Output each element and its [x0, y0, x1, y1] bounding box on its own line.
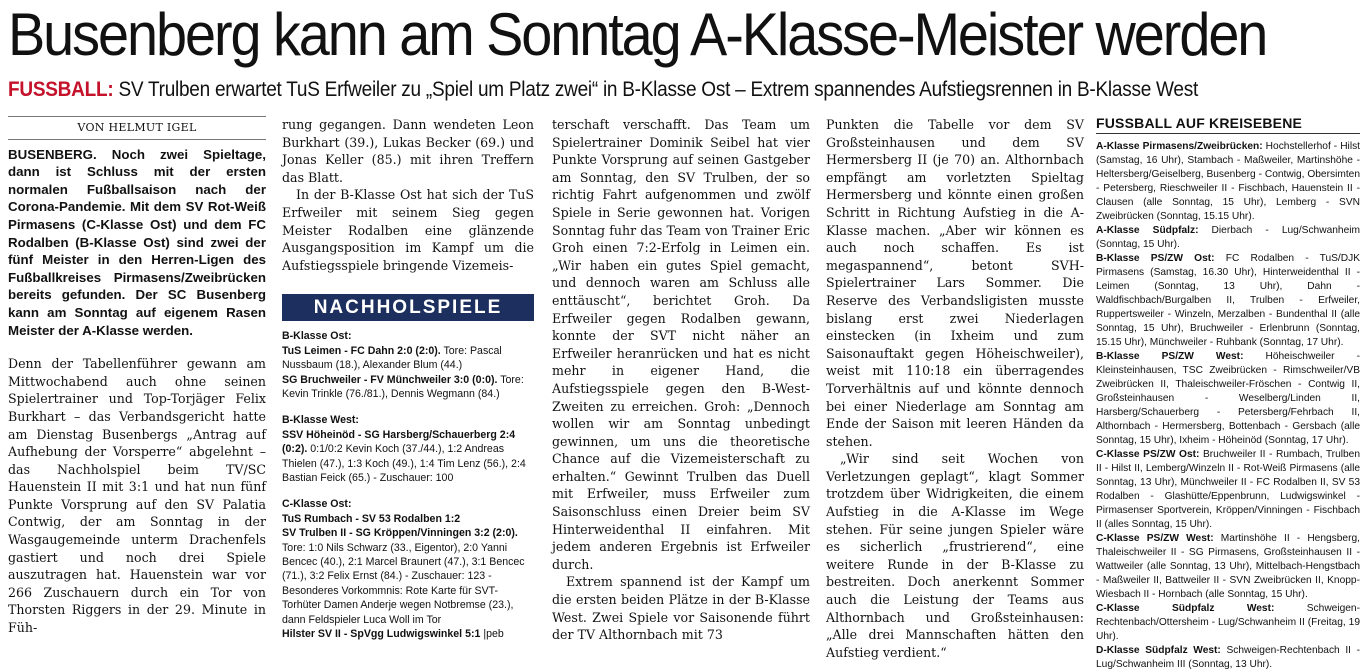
fixture-entry: C-Klasse PS/ZW West: Martinshöhe II - Hengsberg, Thaleischweiler II - SG Pirmasens, Großsteinhausen II - Wattweiler (alle Sonntag, 13 Uhr), Mittelbach-Hengstbach - Maßweiler II, Battweiler II - SVN Zweibrücken II, Knopp-Wiesbach II - Hornbach (alle Sonntag, 15 Uhr).	[1096, 533, 1360, 600]
result-line: SG Bruchweiler - FV Münchweiler 3:0 (0:0). Tore: Kevin Trinkle (76./81.), Dennis Wegmann (84.)	[282, 373, 524, 400]
fixture-entry: B-Klasse PS/ZW West: Höheischweiler - Kleinsteinhausen, TSC Zweibrücken - Rimschweiler/VB Zweibrücken II, Thaleischweiler-Fröschen - Contwig II, Großsteinhausen - Weselberg/Linden II, Harsberg/Schauerberg - Petersberg/Fehrbach II, Althornbach - Hermersberg, Bottenbach - Gersbach (alle Sonntag, 15 Uhr), Ixheim - Höheinöd (Sonntag, 17 Uhr).	[1096, 351, 1360, 446]
sidebar-title: FUSSBALL AUF KREISEBENE	[1096, 116, 1360, 134]
results-group	[282, 497, 534, 641]
results-group	[282, 413, 534, 485]
article-column-4	[826, 116, 1084, 661]
byline: VON HELMUT IGEL	[8, 116, 266, 140]
article-column-1	[8, 116, 266, 637]
fixture-entry: D-Klasse Südpfalz West: Schweigen-Rechtenbach II - Lug/Schwanheim III (Sonntag, 13 Uhr).	[1096, 645, 1360, 670]
result-line: Hilster SV II - SpVgg Ludwigswinkel 5:1 |peb	[282, 628, 504, 641]
body-paragraph: terschaft verschafft. Das Team um Spielertrainer Dominik Seibel hat vier Punkte Vorsprung auf seinen Gastgeber am Sonntag, den SV Trulben, der so richtig Fahrt aufgenommen und zwölf Spiele in Serie gewonnen hat. Vorigen Sonntag fuhr das Team von Trainer Eric Groh einen 7:2-Erfolg in Leimen ein. „Wir haben ein gutes Spiel gemacht, und dennoch waren am Schluss alle enttäuscht“, berichtet Groh. Da Erfweiler gegen Rodalben gewann, konnte der SVT nicht näher an Erfweiler heranrücken und hat es nicht mehr in eigener Hand, die Aufstiegsspiele gegen den B-West-Zweiten zu erreichen. Groh: „Dennoch wollen wir am Sonntag unbedingt gewinnen, um uns die theoretische Chance auf die Vizemeisterschaft zu erhalten.“ Gewinnt Trulben das Duell mit Erfweiler, muss Erfweiler zum Saisonschluss einen Dreier beim SV Hinterweidenthal II einfahren. Mit jedem anderen Ergebnis ist Erfweiler durch.	[552, 117, 810, 572]
results-group	[282, 329, 534, 401]
fixture-entry: C-Klasse PS/ZW Ost: Bruchweiler II - Rumbach, Trulben II - Hilst II, Lemberg/Winzeln II - Rot-Weiß Pirmasens (alle Sonntag, 13 Uhr), Münchweiler II - FC Rodalben II, SV 53 Rodalben - Glashütte/Eppenbrunn, Ludwigswinkel - Pirmasenser Sportverein, Kröppen/Vinningen - Fischbach II (alles Sonntag, 15 Uhr).	[1096, 449, 1360, 530]
result-line: SV Trulben II - SG Kröppen/Vinningen 3:2 (2:0). Tore: 1:0 Nils Schwarz (33., Eigentor), 2:0 Yanni Bencec (40.), 2:1 Marcel Braunert (47.), 3:1 Bencec (71.), 3:2 Felix Ernst (84.) - Zuschauer: 123 - Besonderes Vorkommnis: Rote Karte für SVT-Torhüter Damen Anderje wegen Notbremse (23.), dann Feldspieler Luca Woll im Tor	[282, 527, 525, 626]
league-label: B-Klasse West:	[282, 414, 359, 427]
result-line: TuS Rumbach - SV 53 Rodalben 1:2	[282, 512, 461, 525]
subline	[8, 76, 1198, 102]
result-line: SSV Höheinöd - SG Harsberg/Schauerberg 2:4 (0:2). 0:1/0:2 Kevin Koch (37./44.), 1:2 Andreas Thielen (47.), 1:3 Koch (49.), 1:4 Tim Lenz (56.), 2:4 Bastian Feick (65.) - Zuschauer: 100	[282, 428, 526, 484]
result-line: TuS Leimen - FC Dahn 2:0 (2:0). Tore: Pascal Nussbaum (18.), Alexander Blum (44.)	[282, 344, 502, 372]
fixture-entry: C-Klasse Südpfalz West: Schweigen-Rechtenbach/Ottersheim - Lug/Schwanheim II (Freitag, 19 Uhr).	[1096, 603, 1360, 642]
article-column-2	[282, 116, 534, 641]
league-label: C-Klasse Ost:	[282, 498, 352, 511]
body-paragraph: In der B-Klasse Ost hat sich der TuS Erfweiler mit seinem Sieg gegen Meister Rodalben eine glänzende Ausgangsposition im Kampf um die Aufstiegsspiele bringende Vizemeis-	[282, 187, 534, 273]
body-paragraph: „Wir sind seit Wochen von Verletzungen geplagt“, klagt Sommer trotzdem über Widrigkeiten, die einem Aufstieg in die A-Klasse im Wege stehen. Für seine jungen Spieler wäre es sicherlich „frustrierend“, eine weitere Runde in der B-Klasse zu bestreiten. Doch anerkennt Sommer auch die Leistung der Teams aus Althornbach und Großsteinhausen: „Alle drei Mannschaften hätten den Aufstieg verdient.“	[826, 451, 1084, 660]
body-paragraph: Denn der Tabellenführer gewann am Mittwochabend auch ohne seinen Spielertrainer und Top-Torjäger Felix Burkhart – das Verbandsgericht hatte am Dienstag Busenbergs „Antrag auf Aufhebung der Vorsperre“ abgelehnt – das Nachholspiel beim TV/SC Hauenstein II mit 3:1 und hat nun fünf Punkte Vorsprung auf den SV Palatia Contwig, der am Sonntag in der Wasgaugemeinde unterm Drachenfels gastiert und noch drei Spiele auszutragen hat. Hauenstein war vor 266 Zuschauern durch ein Tor von Thorsten Riggers in der 29. Minute in Füh-	[8, 356, 266, 636]
body-paragraph: rung gegangen. Dann wendeten Leon Burkhart (39.), Lukas Becker (69.) und Jonas Keller (85.) mit ihren Treffern das Blatt.	[282, 117, 534, 185]
results-box	[282, 329, 534, 641]
league-label: B-Klasse Ost:	[282, 330, 352, 343]
headline: Busenberg kann am Sonntag A-Klasse-Meister werden	[8, 1, 1267, 68]
body-paragraph: Extrem spannend ist der Kampf um die ersten beiden Plätze in der B-Klasse West. Zwei Spiele vor Saisonende führt der TV Althornbach mit 73	[552, 574, 810, 643]
subline-text: SV Trulben erwartet TuS Erfweiler zu „Spiel um Platz zwei“ in B-Klasse Ost – Extrem spannendes Aufstiegsrennen in B-Klasse West	[113, 77, 1198, 101]
kicker: FUSSBALL:	[8, 77, 114, 101]
article-column-3	[552, 116, 810, 644]
body-paragraph: Punkten die Tabelle vor dem SV Großsteinhausen und dem SV Hermersberg II (je 70) an. Althornbach empfängt am vorletzten Spieltag Hermersberg und könnte einen großen Schritt in Richtung Aufstieg in die A-Klasse machen. „Aber wir können es auch noch schaffen. Es ist megaspannend“, betont SVH-Spielertrainer Lars Sommer. Die Reserve des Verbandsligisten musste bislang erst zwei Niederlagen einstecken (in Ixheim und zum Saisonauftakt gegen Höheischweiler), weist mit 110:18 ein überragendes Torverhältnis auf und könnte dennoch bei einer Niederlage am Sonntag am Ende der Saison mit leeren Händen da stehen.	[826, 117, 1084, 449]
sidebar-fixtures	[1096, 116, 1360, 672]
fixture-entry: B-Klasse PS/ZW Ost: FC Rodalben - TuS/DJK Pirmasens (Samstag, 16.30 Uhr), Hinterweidenthal II - Leimen (Sonntag, 13 Uhr), Dahn - Waldfischbach/Burgalben II, Trulben - Erfweiler, Ruppertsweiler - Winzeln, Merzalben - Bundenthal II (alle Sonntag, 15 Uhr), Bruchweiler - Erlenbrunn (Sonntag, 15.15 Uhr), Münchweiler - Ruhbank (Sonntag, 17 Uhr).	[1096, 253, 1360, 348]
lead-paragraph: BUSENBERG. Noch zwei Spieltage, dann ist Schluss mit der ersten normalen Fußballsaison nach der Corona-Pandemie. Mit dem SV Rot-Weiß Pirmasens (C-Klasse Ost) und dem FC Rodalben (B-Klasse Ost) sind zwei der fünf Meister in den Herren-Ligen des Fußballkreises Pirmasens/Zweibrücken bereits gefunden. Der SC Busenberg kann am Sonntag auf eigenem Rasen Meister der A-Klasse werden.	[8, 146, 266, 338]
nachholspiele-banner: NACHHOLSPIELE	[282, 294, 534, 321]
fixture-entry: A-Klasse Pirmasens/Zweibrücken: Hochstellerhof - Hilst (Samstag, 16 Uhr), Stambach - Maßweiler, Martinshöhe - Heltersberg/Geiselberg, Busenberg - Contwig, Obersimten - Petersberg, Rieschweiler II - Fischbach, Hauenstein II - Clausen (alle Sonntag, 15 Uhr), Lemberg - SVN Zweibrücken (Sonntag, 15.15 Uhr).	[1096, 141, 1361, 222]
fixture-entry: A-Klasse Südpfalz: Dierbach - Lug/Schwanheim (Sonntag, 15 Uhr).	[1096, 225, 1360, 250]
